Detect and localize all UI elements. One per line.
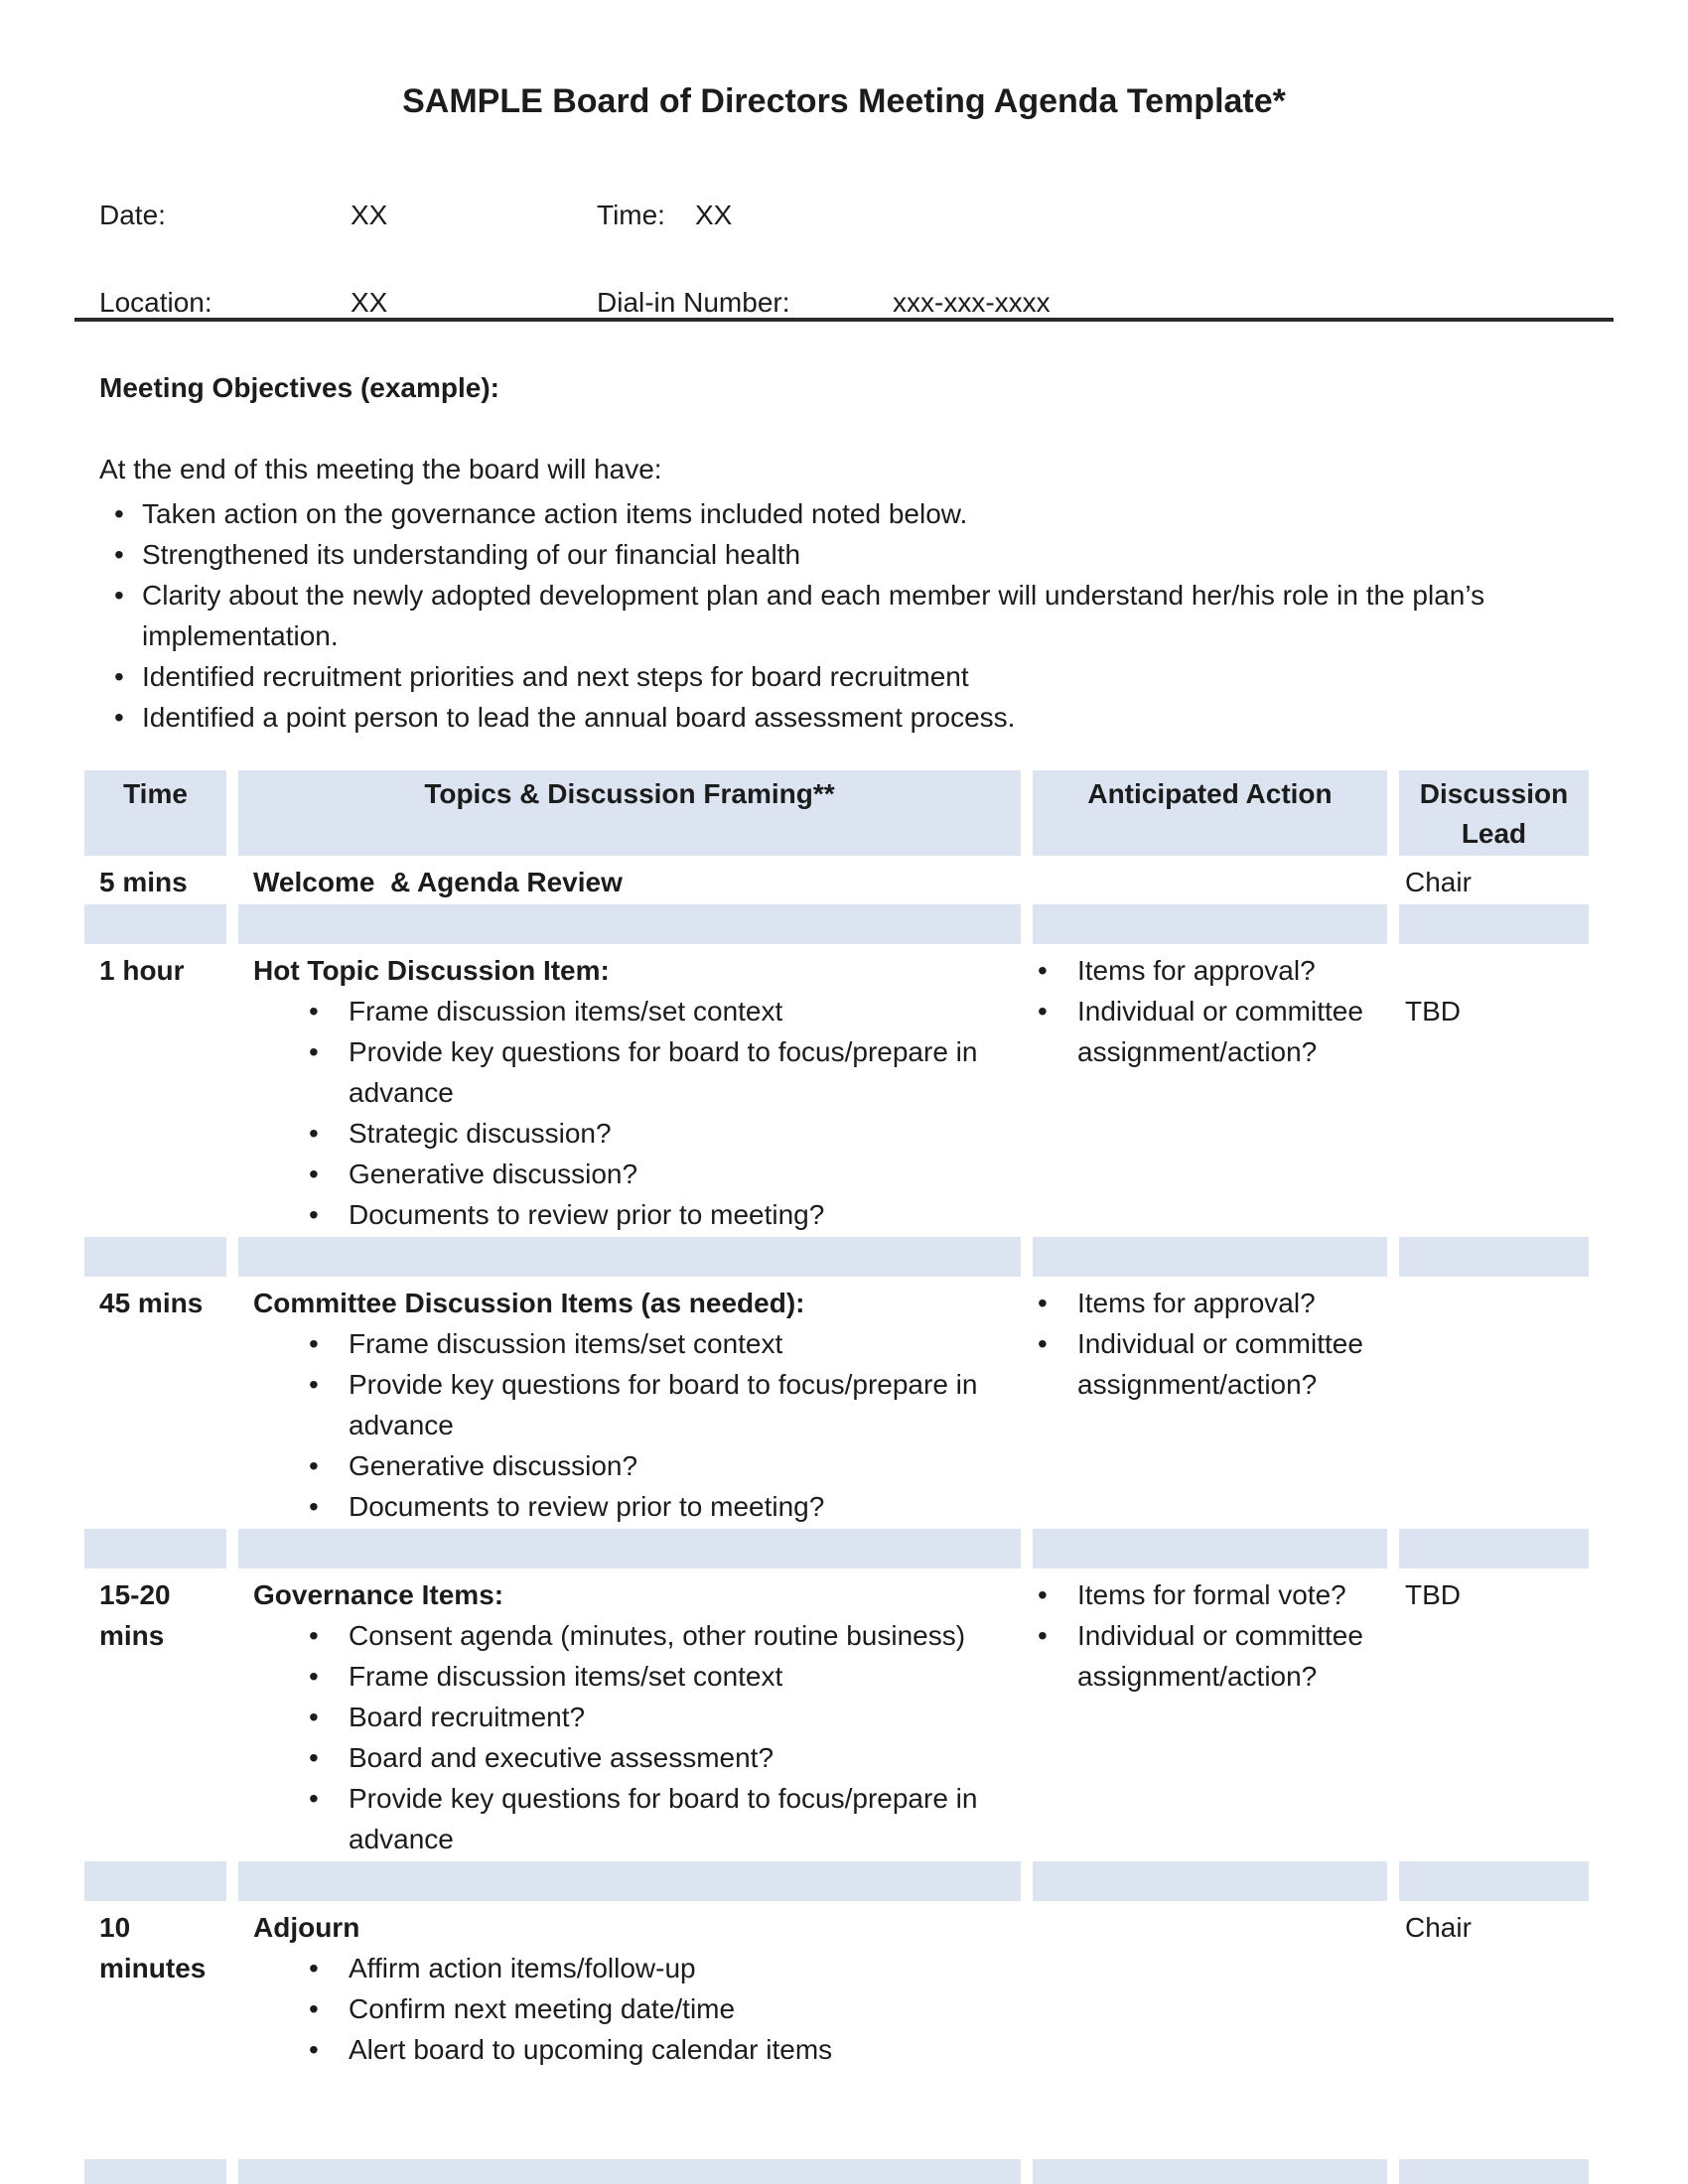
topic-title: Committee Discussion Items (as needed): <box>253 1288 805 1318</box>
agenda-row-hot-topic <box>84 944 1589 1237</box>
topic-bullet: • Frame discussion items/set context <box>309 1656 1024 1697</box>
topic-bullet: • Generative discussion? <box>309 1154 1024 1194</box>
topic-bullet: • Alert board to upcoming calendar items <box>309 2029 1024 2070</box>
objective-item: • Strengthened its understanding of our financial health <box>114 534 1494 575</box>
row-actions <box>1033 856 1387 904</box>
document-title: SAMPLE Board of Directors Meeting Agenda Template* <box>402 82 1286 120</box>
location-label: Location: <box>99 287 212 318</box>
row-topics <box>238 1901 1021 2159</box>
agenda-header-row <box>84 770 1589 856</box>
objective-item: • Taken action on the governance action items included noted below. <box>114 493 1494 534</box>
agenda-row-committee <box>84 1277 1589 1529</box>
dialin-label: Dial-in Number: <box>597 287 790 318</box>
agenda-row-welcome <box>84 856 1589 904</box>
objectives-heading: Meeting Objectives (example): <box>99 372 500 403</box>
agenda-row-governance <box>84 1569 1589 1861</box>
topic-bullet: • Documents to review prior to meeting? <box>309 1486 1024 1527</box>
action-bullet-list <box>1033 950 1387 1072</box>
topic-bullet: • Documents to review prior to meeting? <box>309 1194 1024 1235</box>
row-time: 10 minutes <box>99 1912 207 1983</box>
action-bullet: • Individual or committee assignment/action? <box>1038 1323 1390 1405</box>
action-bullet: • Items for formal vote? <box>1038 1574 1390 1615</box>
location-value: XX <box>351 287 388 318</box>
row-time: 15-20 mins <box>99 1579 171 1651</box>
topic-bullet-list <box>238 1948 1021 2070</box>
row-topics <box>238 944 1021 1237</box>
row-lead: Chair <box>1405 867 1472 897</box>
row-time: 5 mins <box>99 867 188 897</box>
agenda-row-adjourn <box>84 1901 1589 2159</box>
topic-bullet: • Consent agenda (minutes, other routine business) <box>309 1615 1024 1656</box>
row-topics <box>238 856 1021 904</box>
topic-bullet-list <box>238 991 1021 1235</box>
header-discussion-lead: Discussion Lead <box>1399 770 1589 856</box>
action-bullet-list <box>1033 1283 1387 1405</box>
date-value: XX <box>351 200 388 230</box>
header-anticipated-action: Anticipated Action <box>1033 770 1387 856</box>
time-label: Time: <box>597 200 665 230</box>
meta-date-row <box>0 195 1688 235</box>
row-actions <box>1033 944 1387 1237</box>
objective-item: • Clarity about the newly adopted development plan and each member will understand her/his role in the plan’s implementation. <box>114 575 1494 656</box>
topic-bullet-list <box>238 1615 1021 1859</box>
row-actions <box>1033 1901 1387 2159</box>
dialin-value: xxx-xxx-xxxx <box>893 287 1051 318</box>
topic-bullet: • Provide key questions for board to focus/prepare in advance <box>309 1031 1024 1113</box>
row-lead: TBD <box>1405 1579 1461 1610</box>
agenda-spacer-row <box>84 1237 1589 1277</box>
topic-bullet-list <box>238 1323 1021 1527</box>
header-topics: Topics & Discussion Framing** <box>238 770 1021 856</box>
row-actions <box>1033 1569 1387 1861</box>
objective-item: • Identified recruitment priorities and next steps for board recruitment <box>114 656 1494 697</box>
topic-bullet: • Confirm next meeting date/time <box>309 1988 1024 2029</box>
action-bullet-list <box>1033 1574 1387 1697</box>
time-value: XX <box>695 200 733 230</box>
row-lead <box>1399 1277 1589 1529</box>
agenda-spacer-row <box>84 904 1589 944</box>
topic-bullet: • Board and executive assessment? <box>309 1737 1024 1778</box>
row-actions <box>1033 1277 1387 1529</box>
row-topics <box>238 1277 1021 1529</box>
meta-location-row <box>0 282 1688 323</box>
date-label: Date: <box>99 200 166 230</box>
topic-bullet: • Strategic discussion? <box>309 1113 1024 1154</box>
topic-title: Governance Items: <box>253 1579 504 1610</box>
header-divider-rule <box>74 318 1614 322</box>
action-bullet: • Items for approval? <box>1038 950 1390 991</box>
agenda-spacer-row <box>84 1861 1589 1901</box>
topic-bullet: • Provide key questions for board to focus/prepare in advance <box>309 1778 1024 1859</box>
header-time: Time <box>84 770 226 856</box>
topic-bullet: • Board recruitment? <box>309 1697 1024 1737</box>
row-lead: TBD <box>1405 996 1461 1026</box>
topic-title: Adjourn <box>253 1912 360 1943</box>
action-bullet: • Items for approval? <box>1038 1283 1390 1323</box>
topic-bullet: • Generative discussion? <box>309 1445 1024 1486</box>
topic-bullet: • Frame discussion items/set context <box>309 991 1024 1031</box>
topic-bullet: • Provide key questions for board to focus/prepare in advance <box>309 1364 1024 1445</box>
topic-title: Hot Topic Discussion Item: <box>253 955 610 986</box>
action-bullet: • Individual or committee assignment/action? <box>1038 1615 1390 1697</box>
row-lead: Chair <box>1405 1912 1472 1943</box>
agenda-spacer-row-final <box>84 2159 1589 2184</box>
objectives-intro: At the end of this meeting the board will have: <box>99 454 662 484</box>
objective-item: • Identified a point person to lead the annual board assessment process. <box>114 697 1494 738</box>
agenda-spacer-row <box>84 1529 1589 1569</box>
row-time: 45 mins <box>99 1288 204 1318</box>
action-bullet: • Individual or committee assignment/action? <box>1038 991 1390 1072</box>
topic-bullet: • Affirm action items/follow-up <box>309 1948 1024 1988</box>
row-time: 1 hour <box>99 955 185 986</box>
agenda-table <box>84 770 1589 2184</box>
topic-title: Welcome & Agenda Review <box>253 867 623 897</box>
row-topics <box>238 1569 1021 1861</box>
objectives-list <box>114 493 1494 738</box>
topic-bullet: • Frame discussion items/set context <box>309 1323 1024 1364</box>
